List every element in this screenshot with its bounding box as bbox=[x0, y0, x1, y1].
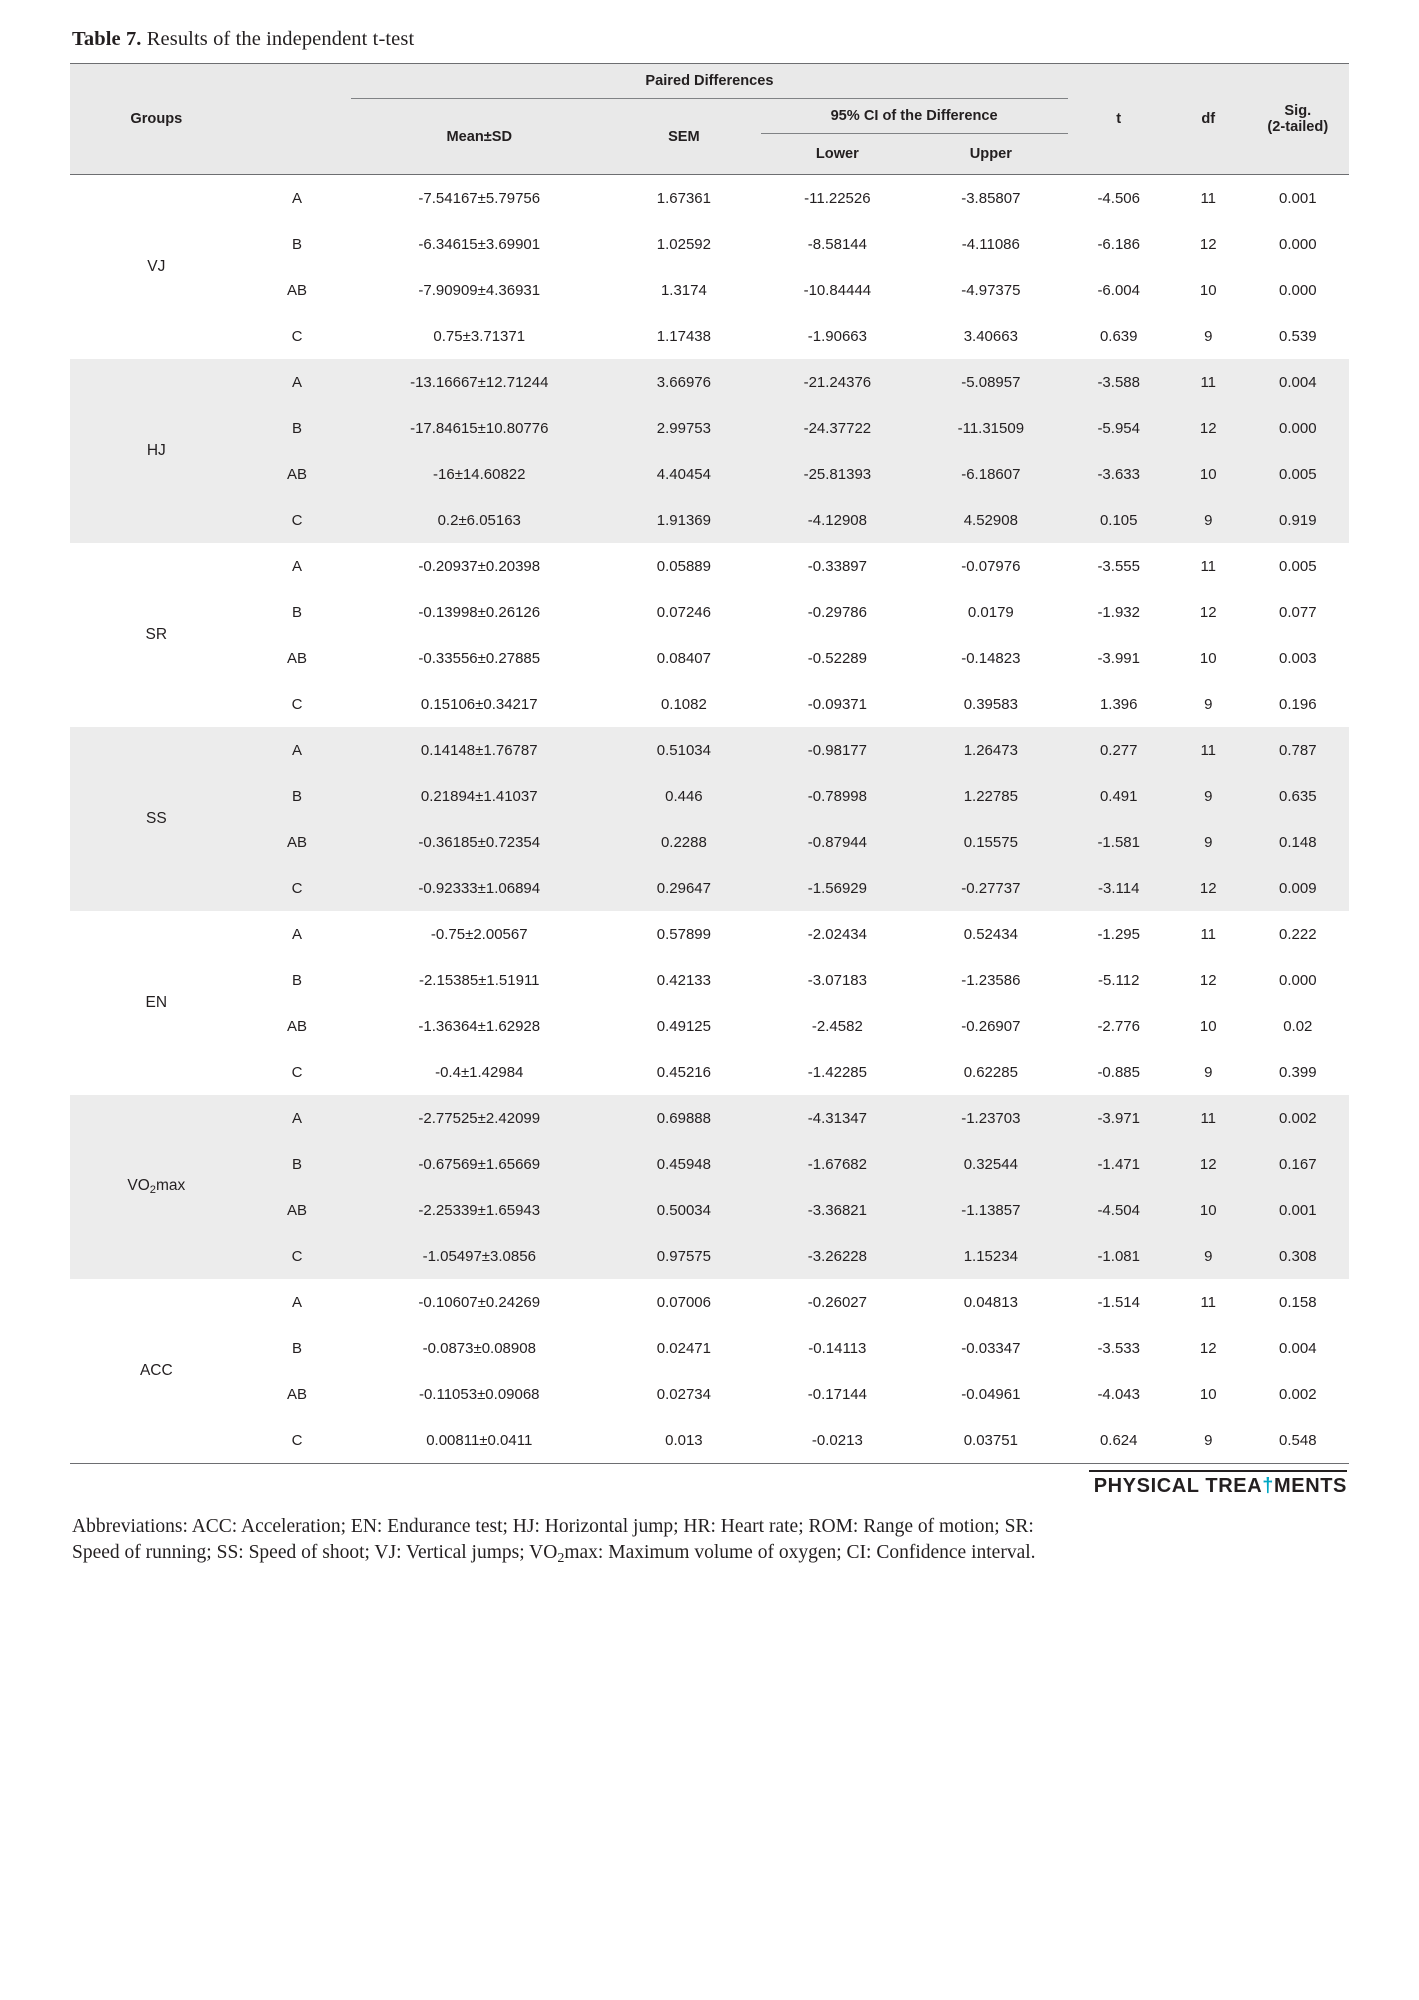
table-row bbox=[70, 1233, 1349, 1279]
subgroup-label: AB bbox=[243, 819, 352, 865]
subgroup-label: C bbox=[243, 1233, 352, 1279]
brand-part2: MENTS bbox=[1274, 1475, 1347, 1497]
cell-ci-upper: -0.26907 bbox=[914, 1003, 1067, 1049]
cell-t: -1.471 bbox=[1068, 1141, 1170, 1187]
results-table bbox=[70, 63, 1349, 1463]
cell-mean-sd: -0.13998±0.26126 bbox=[351, 589, 607, 635]
cell-df: 12 bbox=[1170, 405, 1247, 451]
cell-sem: 0.07006 bbox=[607, 1279, 760, 1325]
table-row bbox=[70, 405, 1349, 451]
cell-sem: 0.02734 bbox=[607, 1371, 760, 1417]
cell-sem: 1.02592 bbox=[607, 221, 760, 267]
header-df: df bbox=[1170, 64, 1247, 175]
subgroup-label: A bbox=[243, 1279, 352, 1325]
table-row bbox=[70, 957, 1349, 1003]
cell-ci-lower: -21.24376 bbox=[761, 359, 914, 405]
subgroup-label: C bbox=[243, 313, 352, 359]
cell-sem: 0.50034 bbox=[607, 1187, 760, 1233]
cell-ci-lower: -2.02434 bbox=[761, 911, 914, 957]
cell-sem: 0.97575 bbox=[607, 1233, 760, 1279]
cell-t: -5.112 bbox=[1068, 957, 1170, 1003]
table-caption-text: Results of the independent t-test bbox=[141, 28, 415, 50]
cell-ci-upper: 0.52434 bbox=[914, 911, 1067, 957]
cell-df: 9 bbox=[1170, 1049, 1247, 1095]
cell-ci-lower: -0.33897 bbox=[761, 543, 914, 589]
cell-mean-sd: 0.21894±1.41037 bbox=[351, 773, 607, 819]
cell-mean-sd: -17.84615±10.80776 bbox=[351, 405, 607, 451]
cell-ci-upper: -0.07976 bbox=[914, 543, 1067, 589]
cell-mean-sd: -7.90909±4.36931 bbox=[351, 267, 607, 313]
cell-t: 0.624 bbox=[1068, 1417, 1170, 1463]
subgroup-label: A bbox=[243, 911, 352, 957]
cell-ci-lower: -1.56929 bbox=[761, 865, 914, 911]
subgroup-label: AB bbox=[243, 267, 352, 313]
cell-ci-upper: -0.27737 bbox=[914, 865, 1067, 911]
cell-sig: 0.148 bbox=[1247, 819, 1349, 865]
cell-ci-upper: -5.08957 bbox=[914, 359, 1067, 405]
subgroup-label: B bbox=[243, 1325, 352, 1371]
table-row bbox=[70, 1049, 1349, 1095]
header-groups: Groups bbox=[70, 64, 243, 175]
group-label: SR bbox=[70, 543, 243, 727]
cell-t: -3.533 bbox=[1068, 1325, 1170, 1371]
subgroup-label: AB bbox=[243, 1003, 352, 1049]
subgroup-label: A bbox=[243, 1095, 352, 1141]
cell-ci-upper: 3.40663 bbox=[914, 313, 1067, 359]
cell-sig: 0.005 bbox=[1247, 451, 1349, 497]
cell-t: 0.491 bbox=[1068, 773, 1170, 819]
subgroup-label: B bbox=[243, 405, 352, 451]
table-row bbox=[70, 451, 1349, 497]
cell-mean-sd: 0.00811±0.0411 bbox=[351, 1417, 607, 1463]
table-row bbox=[70, 773, 1349, 819]
table-row bbox=[70, 267, 1349, 313]
cell-t: -2.776 bbox=[1068, 1003, 1170, 1049]
cell-t: -1.932 bbox=[1068, 589, 1170, 635]
cell-ci-upper: -11.31509 bbox=[914, 405, 1067, 451]
header-mean-sd: Mean±SD bbox=[351, 99, 607, 175]
cell-mean-sd: -2.77525±2.42099 bbox=[351, 1095, 607, 1141]
cell-df: 12 bbox=[1170, 957, 1247, 1003]
cell-mean-sd: -0.10607±0.24269 bbox=[351, 1279, 607, 1325]
header-row-1 bbox=[70, 64, 1349, 99]
table-row bbox=[70, 681, 1349, 727]
group-label-main: VO bbox=[127, 1177, 150, 1195]
cell-df: 9 bbox=[1170, 773, 1247, 819]
cell-mean-sd: -6.34615±3.69901 bbox=[351, 221, 607, 267]
cell-df: 9 bbox=[1170, 497, 1247, 543]
abbrev-line2-b: max: Maximum volume of oxygen; CI: Confidence interval. bbox=[564, 1542, 1036, 1564]
cell-t: 0.639 bbox=[1068, 313, 1170, 359]
cell-df: 9 bbox=[1170, 1417, 1247, 1463]
cell-ci-lower: -1.90663 bbox=[761, 313, 914, 359]
cell-t: -1.081 bbox=[1068, 1233, 1170, 1279]
cell-sem: 0.49125 bbox=[607, 1003, 760, 1049]
subgroup-label: B bbox=[243, 773, 352, 819]
cell-t: -5.954 bbox=[1068, 405, 1170, 451]
cell-sem: 0.57899 bbox=[607, 911, 760, 957]
cell-sem: 2.99753 bbox=[607, 405, 760, 451]
cell-mean-sd: -7.54167±5.79756 bbox=[351, 175, 607, 222]
group-label-tail: max bbox=[155, 1177, 186, 1195]
cell-df: 10 bbox=[1170, 451, 1247, 497]
cell-sem: 0.2288 bbox=[607, 819, 760, 865]
cell-sem: 0.02471 bbox=[607, 1325, 760, 1371]
journal-brand bbox=[70, 1464, 1349, 1498]
table-row bbox=[70, 175, 1349, 222]
cell-sig: 0.787 bbox=[1247, 727, 1349, 773]
cell-sig: 0.222 bbox=[1247, 911, 1349, 957]
cell-t: 0.277 bbox=[1068, 727, 1170, 773]
cell-mean-sd: -1.05497±3.0856 bbox=[351, 1233, 607, 1279]
cell-sig: 0.539 bbox=[1247, 313, 1349, 359]
subgroup-label: A bbox=[243, 727, 352, 773]
subgroup-label: A bbox=[243, 359, 352, 405]
cell-df: 10 bbox=[1170, 1003, 1247, 1049]
cell-sem: 0.08407 bbox=[607, 635, 760, 681]
cell-sem: 1.17438 bbox=[607, 313, 760, 359]
cell-df: 12 bbox=[1170, 589, 1247, 635]
cell-df: 9 bbox=[1170, 819, 1247, 865]
subgroup-label: B bbox=[243, 1141, 352, 1187]
cell-sig: 0.167 bbox=[1247, 1141, 1349, 1187]
cell-df: 11 bbox=[1170, 359, 1247, 405]
cell-df: 10 bbox=[1170, 1371, 1247, 1417]
cell-ci-lower: -1.42285 bbox=[761, 1049, 914, 1095]
cell-ci-lower: -2.4582 bbox=[761, 1003, 914, 1049]
subgroup-label: B bbox=[243, 221, 352, 267]
cell-sig: 0.004 bbox=[1247, 359, 1349, 405]
cell-ci-upper: 4.52908 bbox=[914, 497, 1067, 543]
cell-ci-upper: -4.97375 bbox=[914, 267, 1067, 313]
cell-ci-lower: -0.52289 bbox=[761, 635, 914, 681]
group-label: SS bbox=[70, 727, 243, 911]
cell-sig: 0.02 bbox=[1247, 1003, 1349, 1049]
cell-ci-lower: -0.26027 bbox=[761, 1279, 914, 1325]
table-row bbox=[70, 313, 1349, 359]
table-row bbox=[70, 865, 1349, 911]
cell-sig: 0.001 bbox=[1247, 1187, 1349, 1233]
cell-ci-upper: -6.18607 bbox=[914, 451, 1067, 497]
cell-t: -3.971 bbox=[1068, 1095, 1170, 1141]
subgroup-label: AB bbox=[243, 451, 352, 497]
cell-mean-sd: 0.2±6.05163 bbox=[351, 497, 607, 543]
cell-df: 11 bbox=[1170, 1095, 1247, 1141]
cell-sig: 0.000 bbox=[1247, 221, 1349, 267]
cell-sem: 1.3174 bbox=[607, 267, 760, 313]
header-sig bbox=[1247, 64, 1349, 175]
header-sig-line2: (2-tailed) bbox=[1267, 119, 1329, 135]
brand-underline bbox=[1089, 1470, 1347, 1472]
cell-ci-lower: -0.98177 bbox=[761, 727, 914, 773]
cell-sig: 0.077 bbox=[1247, 589, 1349, 635]
subgroup-label: C bbox=[243, 681, 352, 727]
cell-ci-lower: -1.67682 bbox=[761, 1141, 914, 1187]
cell-ci-lower: -11.22526 bbox=[761, 175, 914, 222]
subgroup-label: A bbox=[243, 175, 352, 222]
cell-df: 11 bbox=[1170, 175, 1247, 222]
abbrev-line2-sub: 2 bbox=[557, 1550, 565, 1567]
cell-t: -1.514 bbox=[1068, 1279, 1170, 1325]
cell-ci-upper: -3.85807 bbox=[914, 175, 1067, 222]
cell-sig: 0.919 bbox=[1247, 497, 1349, 543]
cell-ci-lower: -0.87944 bbox=[761, 819, 914, 865]
cell-ci-upper: -0.14823 bbox=[914, 635, 1067, 681]
cell-sig: 0.000 bbox=[1247, 405, 1349, 451]
cell-df: 12 bbox=[1170, 1325, 1247, 1371]
header-paired-differences: Paired Differences bbox=[351, 64, 1067, 99]
cell-sem: 0.51034 bbox=[607, 727, 760, 773]
group-label: HJ bbox=[70, 359, 243, 543]
subgroup-label: C bbox=[243, 865, 352, 911]
cell-sem: 0.446 bbox=[607, 773, 760, 819]
cell-t: -3.991 bbox=[1068, 635, 1170, 681]
cell-df: 12 bbox=[1170, 221, 1247, 267]
table-row bbox=[70, 543, 1349, 589]
cell-t: 1.396 bbox=[1068, 681, 1170, 727]
table-row bbox=[70, 221, 1349, 267]
brand-part1: PHYSICAL TREA bbox=[1093, 1475, 1263, 1497]
cell-sig: 0.005 bbox=[1247, 543, 1349, 589]
cell-df: 11 bbox=[1170, 1279, 1247, 1325]
cell-sig: 0.000 bbox=[1247, 957, 1349, 1003]
cell-t: -1.581 bbox=[1068, 819, 1170, 865]
cell-ci-lower: -0.14113 bbox=[761, 1325, 914, 1371]
cell-sem: 0.29647 bbox=[607, 865, 760, 911]
cell-t: -1.295 bbox=[1068, 911, 1170, 957]
cell-ci-lower: -24.37722 bbox=[761, 405, 914, 451]
cell-ci-upper: 0.03751 bbox=[914, 1417, 1067, 1463]
cell-ci-upper: 0.15575 bbox=[914, 819, 1067, 865]
table-row bbox=[70, 1417, 1349, 1463]
cell-mean-sd: -0.92333±1.06894 bbox=[351, 865, 607, 911]
subgroup-label: AB bbox=[243, 635, 352, 681]
cell-sem: 4.40454 bbox=[607, 451, 760, 497]
cell-sig: 0.548 bbox=[1247, 1417, 1349, 1463]
cell-ci-lower: -0.29786 bbox=[761, 589, 914, 635]
cell-mean-sd: -0.4±1.42984 bbox=[351, 1049, 607, 1095]
table-row bbox=[70, 1279, 1349, 1325]
cell-ci-lower: -0.78998 bbox=[761, 773, 914, 819]
cell-sig: 0.000 bbox=[1247, 267, 1349, 313]
group-label: EN bbox=[70, 911, 243, 1095]
cell-mean-sd: -0.36185±0.72354 bbox=[351, 819, 607, 865]
cell-sem: 0.1082 bbox=[607, 681, 760, 727]
table-row bbox=[70, 635, 1349, 681]
cell-mean-sd: 0.15106±0.34217 bbox=[351, 681, 607, 727]
cell-ci-lower: -4.31347 bbox=[761, 1095, 914, 1141]
cell-t: -4.506 bbox=[1068, 175, 1170, 222]
cell-ci-lower: -8.58144 bbox=[761, 221, 914, 267]
cell-sig: 0.158 bbox=[1247, 1279, 1349, 1325]
cell-ci-upper: 0.04813 bbox=[914, 1279, 1067, 1325]
table-row bbox=[70, 1141, 1349, 1187]
cell-sig: 0.196 bbox=[1247, 681, 1349, 727]
group-label: ACC bbox=[70, 1279, 243, 1463]
cell-t: -4.504 bbox=[1068, 1187, 1170, 1233]
cell-sem: 0.42133 bbox=[607, 957, 760, 1003]
cell-ci-lower: -4.12908 bbox=[761, 497, 914, 543]
cell-ci-upper: -0.03347 bbox=[914, 1325, 1067, 1371]
subgroup-label: C bbox=[243, 497, 352, 543]
cell-t: -4.043 bbox=[1068, 1371, 1170, 1417]
cell-ci-upper: 0.32544 bbox=[914, 1141, 1067, 1187]
cell-ci-lower: -0.17144 bbox=[761, 1371, 914, 1417]
cell-ci-lower: -10.84444 bbox=[761, 267, 914, 313]
header-lower: Lower bbox=[761, 134, 914, 175]
cell-ci-lower: -3.07183 bbox=[761, 957, 914, 1003]
cell-t: -6.004 bbox=[1068, 267, 1170, 313]
cell-sem: 0.07246 bbox=[607, 589, 760, 635]
cell-df: 10 bbox=[1170, 635, 1247, 681]
cell-mean-sd: -1.36364±1.62928 bbox=[351, 1003, 607, 1049]
cell-mean-sd: -2.25339±1.65943 bbox=[351, 1187, 607, 1233]
cell-sem: 1.91369 bbox=[607, 497, 760, 543]
table-header bbox=[70, 64, 1349, 175]
cell-t: -3.633 bbox=[1068, 451, 1170, 497]
abbrev-line2-a: Speed of running; SS: Speed of shoot; VJ: Vertical jumps; VO bbox=[72, 1542, 558, 1564]
header-sem: SEM bbox=[607, 99, 760, 175]
table-row bbox=[70, 1371, 1349, 1417]
cell-mean-sd: -16±14.60822 bbox=[351, 451, 607, 497]
cell-mean-sd: -0.67569±1.65669 bbox=[351, 1141, 607, 1187]
cell-ci-lower: -0.09371 bbox=[761, 681, 914, 727]
cell-df: 10 bbox=[1170, 267, 1247, 313]
header-sig-line1: Sig. bbox=[1284, 103, 1312, 119]
header-ci: 95% CI of the Difference bbox=[761, 99, 1068, 134]
cell-ci-upper: -1.23586 bbox=[914, 957, 1067, 1003]
cell-sig: 0.002 bbox=[1247, 1371, 1349, 1417]
cell-sem: 0.45216 bbox=[607, 1049, 760, 1095]
cell-sig: 0.635 bbox=[1247, 773, 1349, 819]
cell-mean-sd: -0.75±2.00567 bbox=[351, 911, 607, 957]
cell-t: -3.114 bbox=[1068, 865, 1170, 911]
cell-df: 9 bbox=[1170, 313, 1247, 359]
cell-sem: 0.69888 bbox=[607, 1095, 760, 1141]
cell-sem: 0.013 bbox=[607, 1417, 760, 1463]
cell-df: 10 bbox=[1170, 1187, 1247, 1233]
subgroup-label: A bbox=[243, 543, 352, 589]
abbrev-line1: Abbreviations: ACC: Acceleration; EN: Endurance test; HJ: Horizontal jump; HR: Heart rate; ROM: Range of motion; SR: bbox=[72, 1516, 1034, 1537]
group-label bbox=[70, 1095, 243, 1279]
subgroup-label: B bbox=[243, 589, 352, 635]
cell-mean-sd: -0.0873±0.08908 bbox=[351, 1325, 607, 1371]
table-row bbox=[70, 911, 1349, 957]
cell-mean-sd: -13.16667±12.71244 bbox=[351, 359, 607, 405]
cell-t: 0.105 bbox=[1068, 497, 1170, 543]
cell-t: -3.588 bbox=[1068, 359, 1170, 405]
table-row bbox=[70, 589, 1349, 635]
cell-ci-upper: -4.11086 bbox=[914, 221, 1067, 267]
group-label: VJ bbox=[70, 175, 243, 360]
subgroup-label: B bbox=[243, 957, 352, 1003]
cell-sig: 0.399 bbox=[1247, 1049, 1349, 1095]
group-label-sub: 2 bbox=[149, 1184, 156, 1197]
table-row bbox=[70, 1003, 1349, 1049]
abbreviations-note bbox=[72, 1514, 1349, 1568]
cell-ci-upper: 1.15234 bbox=[914, 1233, 1067, 1279]
cell-sig: 0.001 bbox=[1247, 175, 1349, 222]
cell-sig: 0.003 bbox=[1247, 635, 1349, 681]
cell-ci-upper: 1.22785 bbox=[914, 773, 1067, 819]
cell-ci-upper: 0.62285 bbox=[914, 1049, 1067, 1095]
subgroup-label: AB bbox=[243, 1187, 352, 1233]
table-caption-label: Table 7. bbox=[72, 28, 142, 50]
cell-sem: 3.66976 bbox=[607, 359, 760, 405]
table-row bbox=[70, 359, 1349, 405]
cell-ci-upper: -0.04961 bbox=[914, 1371, 1067, 1417]
cell-t: -6.186 bbox=[1068, 221, 1170, 267]
table-row bbox=[70, 497, 1349, 543]
table-row bbox=[70, 1325, 1349, 1371]
cell-ci-upper: -1.13857 bbox=[914, 1187, 1067, 1233]
cell-df: 11 bbox=[1170, 911, 1247, 957]
cell-ci-upper: 1.26473 bbox=[914, 727, 1067, 773]
subgroup-label: C bbox=[243, 1049, 352, 1095]
header-t: t bbox=[1068, 64, 1170, 175]
table-row bbox=[70, 727, 1349, 773]
cell-sig: 0.009 bbox=[1247, 865, 1349, 911]
header-groups-spacer bbox=[243, 64, 352, 175]
cell-sem: 1.67361 bbox=[607, 175, 760, 222]
cell-ci-upper: 0.39583 bbox=[914, 681, 1067, 727]
cell-df: 9 bbox=[1170, 681, 1247, 727]
cell-sig: 0.004 bbox=[1247, 1325, 1349, 1371]
cell-ci-upper: -1.23703 bbox=[914, 1095, 1067, 1141]
cell-sem: 0.45948 bbox=[607, 1141, 760, 1187]
subgroup-label: C bbox=[243, 1417, 352, 1463]
cell-mean-sd: -2.15385±1.51911 bbox=[351, 957, 607, 1003]
cell-ci-lower: -25.81393 bbox=[761, 451, 914, 497]
cell-ci-upper: 0.0179 bbox=[914, 589, 1067, 635]
table-row bbox=[70, 819, 1349, 865]
cell-mean-sd: -0.33556±0.27885 bbox=[351, 635, 607, 681]
table-body bbox=[70, 175, 1349, 1464]
brand-tick-icon: † bbox=[1262, 1475, 1274, 1497]
cell-df: 11 bbox=[1170, 543, 1247, 589]
cell-ci-lower: -0.0213 bbox=[761, 1417, 914, 1463]
header-upper: Upper bbox=[914, 134, 1067, 175]
cell-df: 9 bbox=[1170, 1233, 1247, 1279]
cell-mean-sd: -0.11053±0.09068 bbox=[351, 1371, 607, 1417]
cell-sig: 0.002 bbox=[1247, 1095, 1349, 1141]
cell-mean-sd: 0.75±3.71371 bbox=[351, 313, 607, 359]
cell-mean-sd: 0.14148±1.76787 bbox=[351, 727, 607, 773]
cell-df: 11 bbox=[1170, 727, 1247, 773]
cell-t: -0.885 bbox=[1068, 1049, 1170, 1095]
cell-sem: 0.05889 bbox=[607, 543, 760, 589]
cell-ci-lower: -3.26228 bbox=[761, 1233, 914, 1279]
table-row bbox=[70, 1187, 1349, 1233]
cell-ci-lower: -3.36821 bbox=[761, 1187, 914, 1233]
cell-mean-sd: -0.20937±0.20398 bbox=[351, 543, 607, 589]
cell-sig: 0.308 bbox=[1247, 1233, 1349, 1279]
table-caption bbox=[72, 28, 1349, 51]
cell-df: 12 bbox=[1170, 865, 1247, 911]
cell-t: -3.555 bbox=[1068, 543, 1170, 589]
subgroup-label: AB bbox=[243, 1371, 352, 1417]
cell-df: 12 bbox=[1170, 1141, 1247, 1187]
table-row bbox=[70, 1095, 1349, 1141]
